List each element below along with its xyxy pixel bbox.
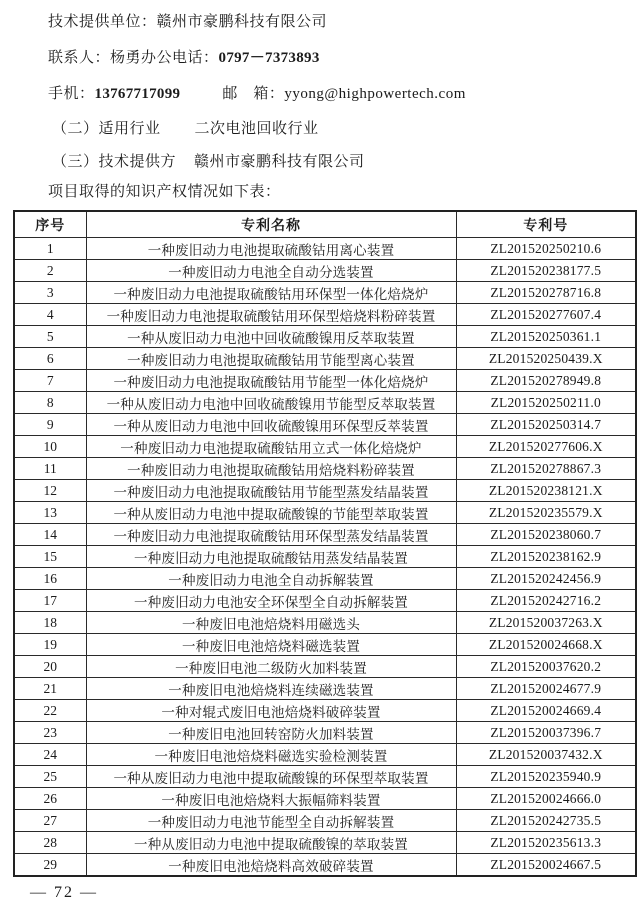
patent-number: ZL201520242735.5 — [456, 810, 636, 832]
office-phone-number: 0797－7373893 — [218, 50, 320, 66]
row-index: 28 — [14, 832, 86, 854]
table-row — [14, 414, 636, 436]
row-index: 23 — [14, 722, 86, 744]
table-row — [14, 634, 636, 656]
table-row — [14, 392, 636, 414]
patent-number: ZL201520235940.9 — [456, 766, 636, 788]
table-row — [14, 700, 636, 722]
row-index: 14 — [14, 524, 86, 546]
row-index: 11 — [14, 458, 86, 480]
patent-number: ZL201520024668.X — [456, 634, 636, 656]
table-row — [14, 810, 636, 832]
table-row — [14, 722, 636, 744]
column-header-patno: 专利号 — [456, 211, 636, 238]
column-header-name: 专利名称 — [86, 211, 456, 238]
patent-number: ZL201520037263.X — [456, 612, 636, 634]
item-two-label: （二）适用行业 — [52, 121, 161, 137]
table-row — [14, 590, 636, 612]
patent-name: 一种从废旧动力电池中回收硫酸镍用反萃取装置 — [86, 326, 456, 348]
patent-name: 一种对辊式废旧电池焙烧料破碎装置 — [86, 700, 456, 722]
patent-number: ZL201520250361.1 — [456, 326, 636, 348]
patent-name: 一种废旧动力电池节能型全自动拆解装置 — [86, 810, 456, 832]
patent-number: ZL201520238060.7 — [456, 524, 636, 546]
table-row — [14, 348, 636, 370]
patent-name: 一种废旧动力电池提取硫酸钴用焙烧料粉碎装置 — [86, 458, 456, 480]
patent-name: 一种废旧动力电池提取硫酸钴用节能型蒸发结晶装置 — [86, 480, 456, 502]
table-row — [14, 524, 636, 546]
tech-provider-line — [0, 152, 643, 173]
table-row — [14, 260, 636, 282]
patent-table — [13, 210, 637, 877]
patent-name: 一种废旧动力电池提取硫酸钴用节能型离心装置 — [86, 348, 456, 370]
patent-name: 一种废旧动力电池全自动拆解装置 — [86, 568, 456, 590]
row-index: 13 — [14, 502, 86, 524]
row-index: 9 — [14, 414, 86, 436]
patent-number: ZL201520250210.6 — [456, 238, 636, 260]
patent-name: 一种废旧电池二级防火加料装置 — [86, 656, 456, 678]
row-index: 6 — [14, 348, 86, 370]
table-row — [14, 326, 636, 348]
row-index: 12 — [14, 480, 86, 502]
patent-name: 一种废旧电池焙烧料连续磁选装置 — [86, 678, 456, 700]
patent-number: ZL201520242456.9 — [456, 568, 636, 590]
patent-name: 一种从废旧动力电池中回收硫酸镍用节能型反萃取装置 — [86, 392, 456, 414]
patent-number: ZL201520250439.X — [456, 348, 636, 370]
row-index: 29 — [14, 854, 86, 877]
patent-name: 一种废旧动力电池提取硫酸钴用立式一体化焙烧炉 — [86, 436, 456, 458]
mobile-email-line — [0, 84, 643, 105]
patent-name: 一种废旧电池焙烧料用磁选头 — [86, 612, 456, 634]
table-row — [14, 832, 636, 854]
table-row — [14, 546, 636, 568]
row-index: 4 — [14, 304, 86, 326]
patent-name: 一种废旧动力电池安全环保型全自动拆解装置 — [86, 590, 456, 612]
patent-number: ZL201520250314.7 — [456, 414, 636, 436]
table-row — [14, 744, 636, 766]
table-row — [14, 502, 636, 524]
item-three-label: （三）技术提供方 — [52, 154, 177, 170]
table-row — [14, 282, 636, 304]
patent-name: 一种废旧电池焙烧料磁选装置 — [86, 634, 456, 656]
row-index: 1 — [14, 238, 86, 260]
table-intro-line — [0, 182, 643, 203]
patent-name: 一种从废旧动力电池中提取硫酸镍的萃取装置 — [86, 832, 456, 854]
patent-name: 一种从废旧动力电池中回收硫酸镍用环保型反萃装置 — [86, 414, 456, 436]
patent-name: 一种废旧动力电池提取硫酸钴用环保型焙烧料粉碎装置 — [86, 304, 456, 326]
row-index: 2 — [14, 260, 86, 282]
patent-number: ZL201520277606.X — [456, 436, 636, 458]
row-index: 16 — [14, 568, 86, 590]
patent-number: ZL201520238177.5 — [456, 260, 636, 282]
item-three-value: 赣州市豪鹏科技有限公司 — [194, 154, 365, 170]
patent-number: ZL201520242716.2 — [456, 590, 636, 612]
row-index: 15 — [14, 546, 86, 568]
table-row — [14, 788, 636, 810]
row-index: 5 — [14, 326, 86, 348]
contact-label: 联系人：杨勇办公电话： — [48, 50, 219, 66]
table-intro-text: 项目取得的知识产权情况如下表： — [48, 184, 281, 200]
patent-number: ZL201520024677.9 — [456, 678, 636, 700]
patent-name: 一种废旧电池焙烧料高效破碎装置 — [86, 854, 456, 877]
patent-name: 一种废旧动力电池提取硫酸钴用离心装置 — [86, 238, 456, 260]
patent-number: ZL201520037396.7 — [456, 722, 636, 744]
row-index: 21 — [14, 678, 86, 700]
row-index: 8 — [14, 392, 86, 414]
patent-name: 一种从废旧动力电池中提取硫酸镍的节能型萃取装置 — [86, 502, 456, 524]
table-row — [14, 480, 636, 502]
row-index: 7 — [14, 370, 86, 392]
row-index: 17 — [14, 590, 86, 612]
row-index: 26 — [14, 788, 86, 810]
table-header-row — [14, 211, 636, 238]
column-header-index: 序号 — [14, 211, 86, 238]
table-row — [14, 656, 636, 678]
mobile-number: 13767717099 — [94, 86, 181, 102]
patent-number: ZL201520024667.5 — [456, 854, 636, 877]
patent-name: 一种废旧动力电池提取硫酸钴用蒸发结晶装置 — [86, 546, 456, 568]
patent-name: 一种废旧动力电池全自动分选装置 — [86, 260, 456, 282]
contact-line — [0, 48, 643, 69]
row-index: 19 — [14, 634, 86, 656]
patent-number: ZL201520238162.9 — [456, 546, 636, 568]
patent-table-body — [14, 238, 636, 877]
table-row — [14, 458, 636, 480]
email-address: yyong@highpowertech.com — [284, 86, 466, 102]
row-index: 18 — [14, 612, 86, 634]
provider-text: 技术提供单位：赣州市豪鹏科技有限公司 — [48, 14, 328, 30]
email-label: 邮 箱： — [222, 86, 285, 102]
table-row — [14, 436, 636, 458]
patent-number: ZL201520037620.2 — [456, 656, 636, 678]
table-row — [14, 612, 636, 634]
row-index: 25 — [14, 766, 86, 788]
patent-number: ZL201520250211.0 — [456, 392, 636, 414]
row-index: 20 — [14, 656, 86, 678]
patent-name: 一种废旧电池焙烧料磁选实验检测装置 — [86, 744, 456, 766]
patent-name: 一种废旧电池回转窑防火加料装置 — [86, 722, 456, 744]
table-row — [14, 238, 636, 260]
row-index: 10 — [14, 436, 86, 458]
patent-number: ZL201520278867.3 — [456, 458, 636, 480]
applicable-industry-line — [0, 119, 643, 140]
patent-name: 一种废旧电池焙烧料大振幅筛料装置 — [86, 788, 456, 810]
table-row — [14, 766, 636, 788]
patent-number: ZL201520235613.3 — [456, 832, 636, 854]
table-row — [14, 568, 636, 590]
mobile-label: 手机： — [48, 86, 95, 102]
row-index: 24 — [14, 744, 86, 766]
table-row — [14, 370, 636, 392]
patent-number: ZL201520278716.8 — [456, 282, 636, 304]
patent-number: ZL201520024669.4 — [456, 700, 636, 722]
patent-name: 一种废旧动力电池提取硫酸钴用节能型一体化焙烧炉 — [86, 370, 456, 392]
patent-name: 一种废旧动力电池提取硫酸钴用环保型蒸发结晶装置 — [86, 524, 456, 546]
item-two-value: 二次电池回收行业 — [194, 121, 319, 137]
table-row — [14, 304, 636, 326]
page-number: — 72 — — [30, 884, 98, 901]
patent-name: 一种从废旧动力电池中提取硫酸镍的环保型萃取装置 — [86, 766, 456, 788]
row-index: 3 — [14, 282, 86, 304]
row-index: 27 — [14, 810, 86, 832]
patent-number: ZL201520024666.0 — [456, 788, 636, 810]
patent-number: ZL201520277607.4 — [456, 304, 636, 326]
patent-number: ZL201520235579.X — [456, 502, 636, 524]
table-row — [14, 854, 636, 877]
patent-number: ZL201520278949.8 — [456, 370, 636, 392]
table-row — [14, 678, 636, 700]
provider-line — [0, 0, 643, 33]
patent-name: 一种废旧动力电池提取硫酸钴用环保型一体化焙烧炉 — [86, 282, 456, 304]
row-index: 22 — [14, 700, 86, 722]
patent-number: ZL201520037432.X — [456, 744, 636, 766]
patent-number: ZL201520238121.X — [456, 480, 636, 502]
